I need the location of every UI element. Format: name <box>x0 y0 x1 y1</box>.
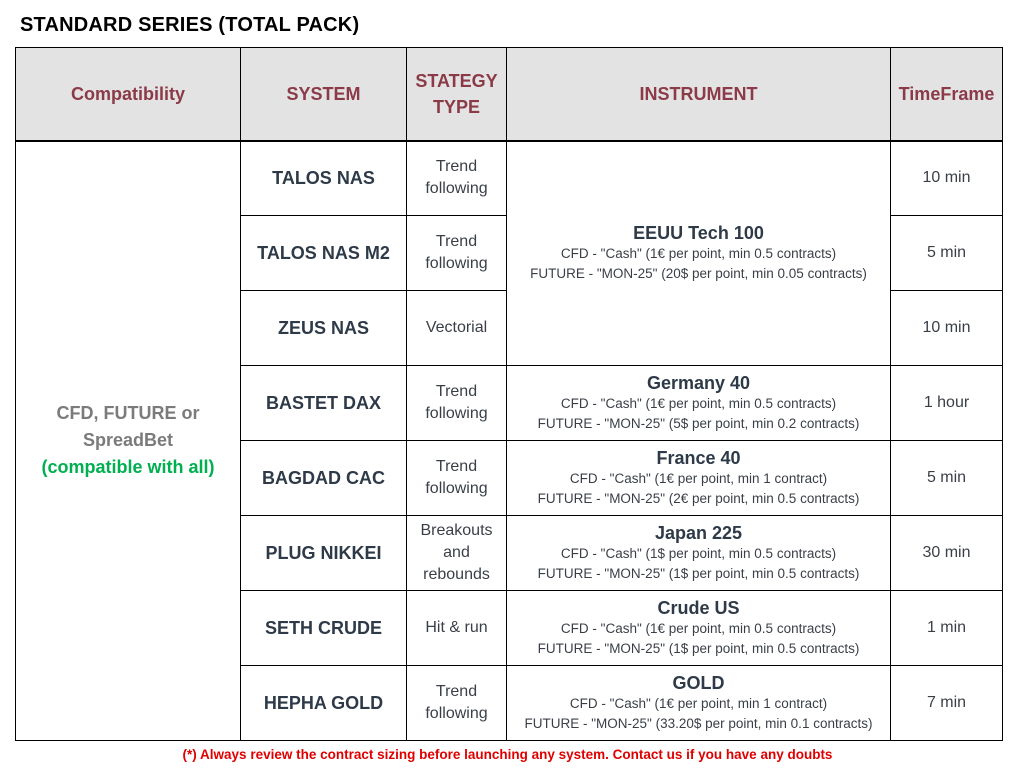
instrument-future: FUTURE - "MON-25" (1$ per point, min 0.5 contracts) <box>537 641 860 656</box>
system-name: HEPHA GOLD <box>241 666 407 741</box>
strategy-line: Trend <box>435 458 478 475</box>
system-name: PLUG NIKKEI <box>241 516 407 591</box>
header-instrument: INSTRUMENT <box>507 48 891 141</box>
strategy-line: Hit & run <box>425 619 488 636</box>
instrument-future: FUTURE - "MON-25" (1$ per point, min 0.5 contracts) <box>537 566 860 581</box>
timeframe-value: 5 min <box>891 441 1003 516</box>
instrument-name: Japan 225 <box>654 523 743 543</box>
instrument-cfd: CFD - "Cash" (1$ per point, min 0.5 contracts) <box>560 546 837 561</box>
compatibility-line1: CFD, FUTURE or <box>56 403 200 424</box>
compatibility-cell <box>16 141 241 741</box>
header-compatibility: Compatibility <box>16 48 241 141</box>
timeframe-value: 10 min <box>891 291 1003 366</box>
strategy-line: following <box>425 480 488 497</box>
instrument-cell <box>507 366 891 441</box>
table-row <box>16 141 1003 216</box>
timeframe-value: 30 min <box>891 516 1003 591</box>
strategy-line: rebounds <box>423 566 490 583</box>
header-strategy-type <box>407 48 507 141</box>
compatibility-line2: SpreadBet <box>82 430 174 451</box>
instrument-cfd: CFD - "Cash" (1€ per point, min 1 contract) <box>569 471 828 486</box>
disclaimer-note: (*) Always review the contract sizing before launching any system. Contact us if you have any doubts <box>182 747 833 762</box>
strategy-line: and <box>443 544 470 561</box>
header-strategy-line1: STATEGY <box>415 70 498 91</box>
instrument-name: GOLD <box>672 673 725 693</box>
strategy-line: Vectorial <box>425 319 488 336</box>
instrument-cell <box>507 441 891 516</box>
instrument-cfd: CFD - "Cash" (1€ per point, min 1 contract) <box>569 696 828 711</box>
instrument-cell <box>507 141 891 366</box>
strategy-line: following <box>425 255 488 272</box>
strategy-line: Trend <box>435 383 478 400</box>
strategy-line: following <box>425 705 488 722</box>
header-timeframe: TimeFrame <box>891 48 1003 141</box>
instrument-cfd: CFD - "Cash" (1€ per point, min 0.5 contracts) <box>560 246 837 262</box>
header-strategy-line2: TYPE <box>432 96 480 117</box>
systems-table <box>15 47 1003 741</box>
system-name: SETH CRUDE <box>241 591 407 666</box>
timeframe-value: 5 min <box>891 216 1003 291</box>
instrument-future: FUTURE - "MON-25" (20$ per point, min 0.05 contracts) <box>530 266 867 282</box>
timeframe-value: 1 min <box>891 591 1003 666</box>
timeframe-value: 1 hour <box>891 366 1003 441</box>
instrument-name: EEUU Tech 100 <box>633 223 764 244</box>
strategy-line: Trend <box>435 683 478 700</box>
strategy-type <box>407 516 507 591</box>
strategy-type <box>407 441 507 516</box>
strategy-line: following <box>425 180 488 198</box>
instrument-future: FUTURE - "MON-25" (2€ per point, min 0.5 contracts) <box>537 491 860 506</box>
instrument-cfd: CFD - "Cash" (1€ per point, min 0.5 contracts) <box>560 621 837 636</box>
system-name: TALOS NAS <box>241 141 407 216</box>
system-name: BAGDAD CAC <box>241 441 407 516</box>
strategy-type <box>407 366 507 441</box>
instrument-name: Germany 40 <box>646 373 751 393</box>
table-header-row <box>16 48 1003 141</box>
strategy-type <box>407 591 507 666</box>
timeframe-value: 10 min <box>891 141 1003 216</box>
strategy-line: following <box>425 405 488 422</box>
compatibility-note: (compatible with all) <box>41 457 215 478</box>
instrument-cell <box>507 591 891 666</box>
instrument-name: Crude US <box>657 598 740 618</box>
instrument-cfd: CFD - "Cash" (1€ per point, min 0.5 contracts) <box>560 396 837 411</box>
strategy-type <box>407 666 507 741</box>
system-name: TALOS NAS M2 <box>241 216 407 291</box>
instrument-name: France 40 <box>656 448 741 468</box>
instrument-future: FUTURE - "MON-25" (5$ per point, min 0.2 contracts) <box>537 416 860 431</box>
instrument-future: FUTURE - "MON-25" (33.20$ per point, min 0.1 contracts) <box>524 716 873 731</box>
strategy-type <box>407 141 507 216</box>
system-name: ZEUS NAS <box>241 291 407 366</box>
timeframe-value: 7 min <box>891 666 1003 741</box>
strategy-line: Breakouts <box>420 522 493 539</box>
header-system: SYSTEM <box>241 48 407 141</box>
system-name: BASTET DAX <box>241 366 407 441</box>
strategy-line: Trend <box>435 233 478 250</box>
strategy-type <box>407 291 507 366</box>
instrument-cell <box>507 666 891 741</box>
instrument-cell <box>507 516 891 591</box>
strategy-type <box>407 216 507 291</box>
page-title: STANDARD SERIES (TOTAL PACK) <box>20 14 360 36</box>
strategy-line: Trend <box>435 158 478 176</box>
